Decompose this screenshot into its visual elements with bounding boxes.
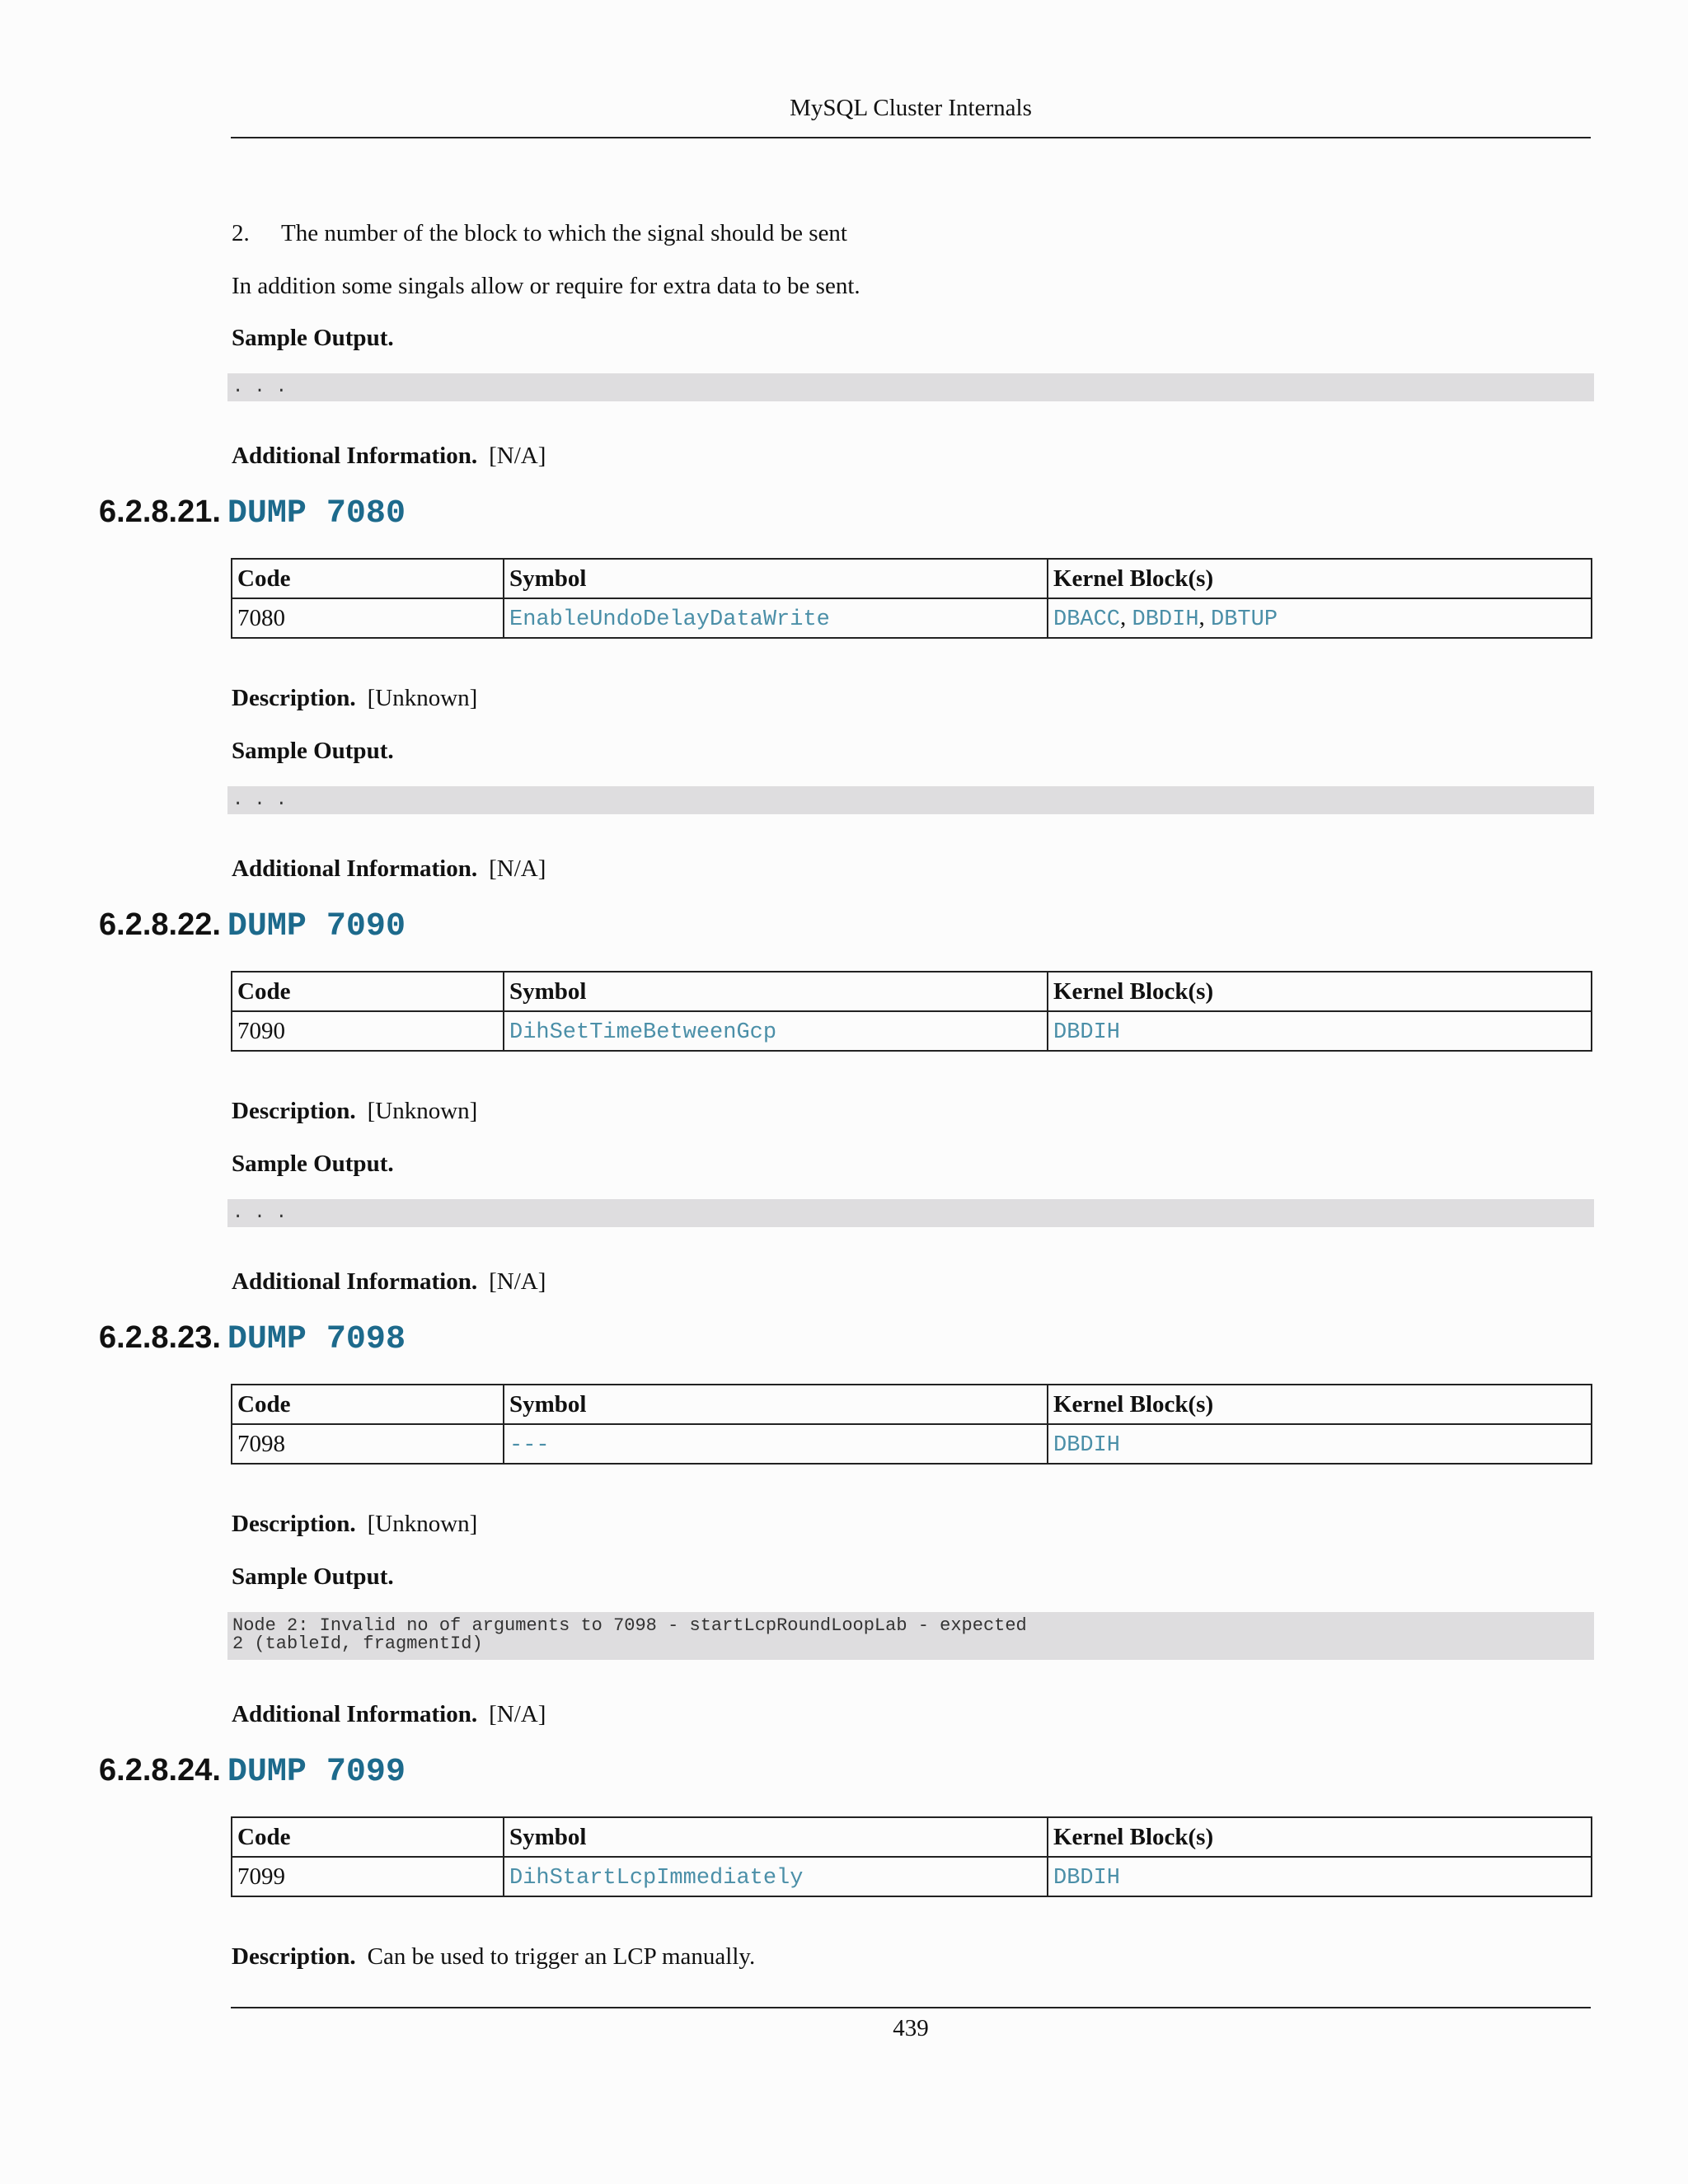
column-header-kernel-blocks: Kernel Block(s) [1048, 559, 1592, 598]
description-value: Can be used to trigger an LCP manually. [367, 1943, 756, 1970]
sample-output-label: Sample Output. [232, 738, 394, 764]
header-rule [231, 137, 1591, 138]
kernel-blocks-cell [1048, 1424, 1592, 1464]
table-row [232, 1011, 1592, 1051]
symbol-link[interactable]: --- [509, 1433, 550, 1458]
footer-rule [231, 2007, 1591, 2008]
additional-info [232, 854, 1592, 883]
kernel-blocks-cell [1048, 1857, 1592, 1896]
code-cell: 7090 [232, 1011, 504, 1051]
description-label: Description. [232, 1511, 356, 1537]
running-header: MySQL Cluster Internals [790, 95, 1032, 121]
paragraph: In addition some singals allow or require for extra data to be sent. [232, 273, 860, 299]
dump-code-table [231, 1384, 1592, 1465]
description-label: Description. [232, 1943, 356, 1970]
column-header-symbol: Symbol [504, 1817, 1048, 1857]
column-header-code: Code [232, 972, 504, 1011]
description [232, 1942, 1592, 1971]
column-header-code: Code [232, 1817, 504, 1857]
additional-info-label: Additional Information. [232, 1701, 478, 1727]
symbol-cell [504, 1011, 1048, 1051]
kernel-block-link[interactable]: DBACC [1053, 607, 1121, 632]
table-row [232, 598, 1592, 638]
description [232, 1096, 1592, 1126]
symbol-cell [504, 1857, 1048, 1896]
kernel-block-link[interactable]: DBDIH [1053, 1866, 1121, 1891]
description-label: Description. [232, 1098, 356, 1124]
description-label: Description. [232, 685, 356, 711]
section-number: 6.2.8.23. [99, 1320, 221, 1355]
block-separator: , [1120, 604, 1132, 630]
page-number: 439 [893, 2015, 929, 2041]
sample-output-label: Sample Output. [232, 1563, 394, 1590]
table-header-row [232, 1817, 1592, 1857]
description-value: [Unknown] [367, 685, 478, 711]
column-header-code: Code [232, 559, 504, 598]
symbol-cell [504, 598, 1048, 638]
section-number: 6.2.8.24. [99, 1753, 221, 1788]
symbol-link[interactable]: DihSetTimeBetweenGcp [509, 1020, 777, 1045]
description-value: [Unknown] [367, 1511, 478, 1537]
column-header-kernel-blocks: Kernel Block(s) [1048, 1385, 1592, 1424]
section-title-link[interactable]: DUMP 7080 [227, 495, 406, 532]
sample-output-label: Sample Output. [232, 1151, 394, 1177]
symbol-link[interactable]: EnableUndoDelayDataWrite [509, 607, 830, 632]
additional-info [232, 1699, 1592, 1729]
kernel-block-link[interactable]: DBDIH [1132, 607, 1199, 632]
additional-info [232, 1267, 1592, 1296]
section-number: 6.2.8.22. [99, 907, 221, 942]
symbol-cell [504, 1424, 1048, 1464]
column-header-symbol: Symbol [504, 972, 1048, 1011]
table-header-row [232, 559, 1592, 598]
sample-output-code: . . . [227, 786, 1594, 814]
section-heading [99, 907, 406, 945]
table-header-row [232, 1385, 1592, 1424]
dump-code-table [231, 558, 1592, 639]
additional-info-label: Additional Information. [232, 443, 478, 469]
description [232, 1509, 1592, 1539]
description [232, 683, 1592, 713]
dump-code-table [231, 1816, 1592, 1897]
column-header-kernel-blocks: Kernel Block(s) [1048, 972, 1592, 1011]
additional-info-label: Additional Information. [232, 1268, 478, 1295]
section-heading [99, 1319, 406, 1358]
table-row [232, 1857, 1592, 1896]
column-header-code: Code [232, 1385, 504, 1424]
additional-info-value: [N/A] [489, 1701, 546, 1727]
column-header-kernel-blocks: Kernel Block(s) [1048, 1817, 1592, 1857]
table-header-row [232, 972, 1592, 1011]
table-row [232, 1424, 1592, 1464]
description-value: [Unknown] [367, 1098, 478, 1124]
symbol-link[interactable]: DihStartLcpImmediately [509, 1866, 804, 1891]
additional-info-value: [N/A] [489, 855, 546, 882]
list-item-number: 2. [232, 220, 250, 246]
dump-code-table [231, 971, 1592, 1052]
section-heading [99, 494, 406, 532]
kernel-block-link[interactable]: DBDIH [1053, 1020, 1121, 1045]
code-cell: 7098 [232, 1424, 504, 1464]
sample-output-code: . . . [227, 1199, 1594, 1227]
kernel-blocks-cell [1048, 1011, 1592, 1051]
kernel-block-link[interactable]: DBDIH [1053, 1433, 1121, 1458]
additional-info-label: Additional Information. [232, 855, 478, 882]
sample-output-code: . . . [227, 373, 1594, 401]
additional-info-value: [N/A] [489, 443, 546, 469]
section-title-link[interactable]: DUMP 7090 [227, 908, 406, 945]
additional-info-value: [N/A] [489, 1268, 546, 1295]
sample-output-label: Sample Output. [232, 325, 394, 351]
section-heading [99, 1752, 406, 1791]
list-item-text: The number of the block to which the signal should be sent [281, 220, 847, 246]
code-cell: 7080 [232, 598, 504, 638]
kernel-block-link[interactable]: DBTUP [1211, 607, 1278, 632]
kernel-blocks-cell [1048, 598, 1592, 638]
numbered-list-item [232, 218, 1592, 248]
additional-info [232, 441, 1592, 471]
section-title-link[interactable]: DUMP 7099 [227, 1754, 406, 1791]
code-cell: 7099 [232, 1857, 504, 1896]
sample-output-code: Node 2: Invalid no of arguments to 7098 - startLcpRoundLoopLab - expected 2 (tableId, fragmentId) [227, 1612, 1594, 1660]
column-header-symbol: Symbol [504, 1385, 1048, 1424]
section-number: 6.2.8.21. [99, 494, 221, 529]
column-header-symbol: Symbol [504, 559, 1048, 598]
section-title-link[interactable]: DUMP 7098 [227, 1321, 406, 1358]
block-separator: , [1198, 604, 1212, 630]
